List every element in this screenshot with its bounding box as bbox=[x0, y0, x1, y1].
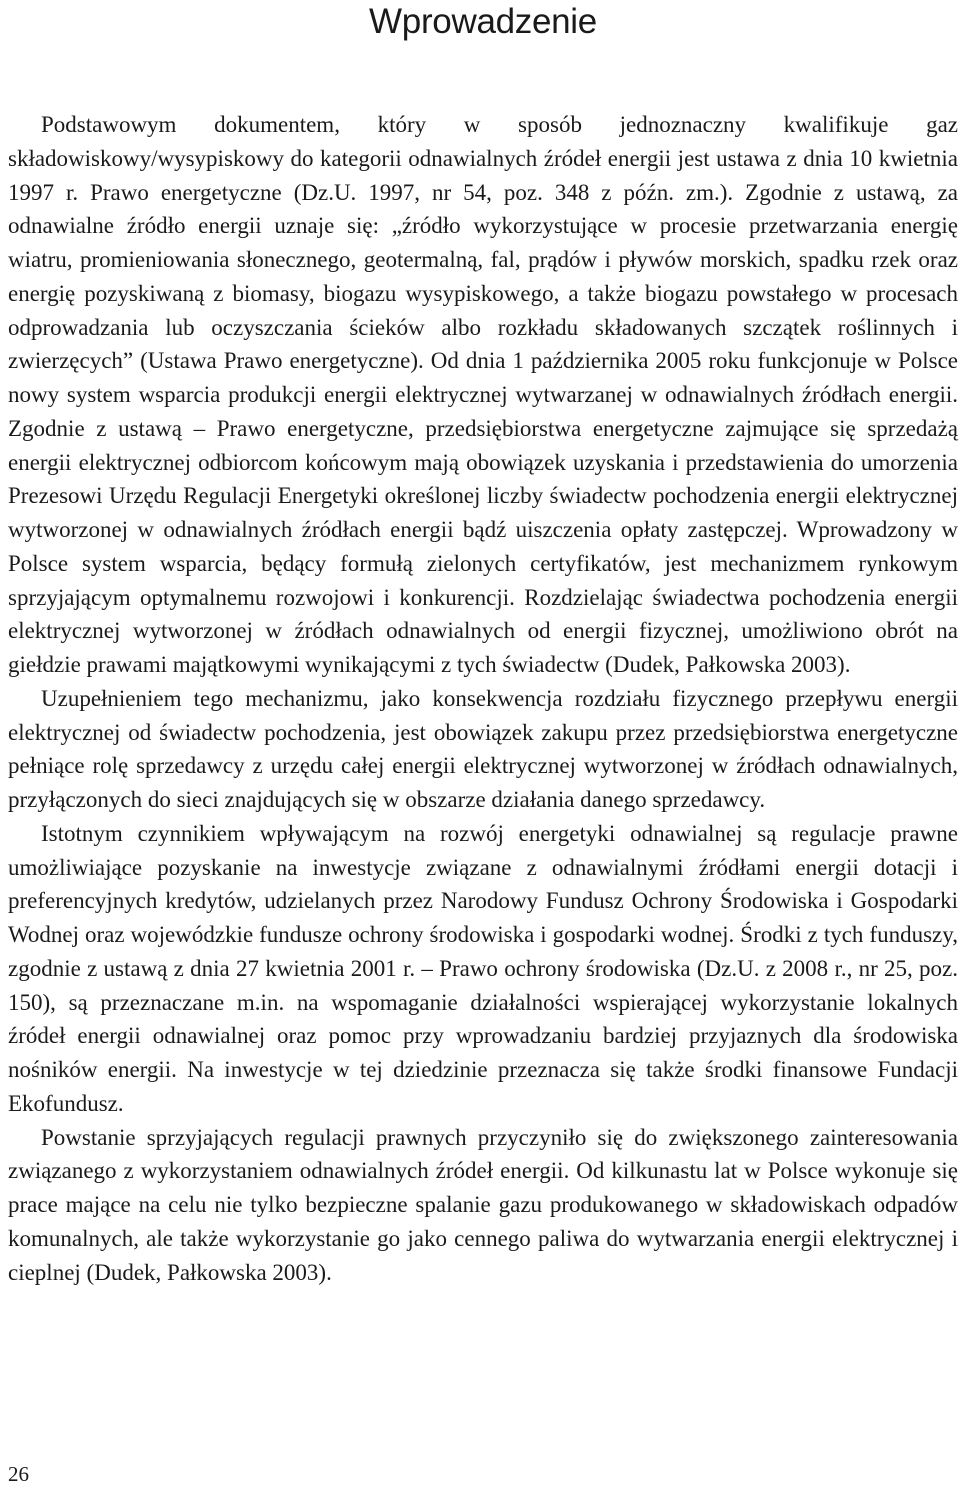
page-title: Wprowadzenie bbox=[369, 2, 597, 41]
paragraph-4: Powstanie sprzyjających regulacji prawnych przyczyniło się do zwiększonego zainteresowania związanego z wykorzystaniem odnawialnych źródeł energii. Od kilkunastu lat w Polsce wykonuje się prace mające na celu nie tylko bezpieczne spalanie gazu produkowanego w składowiskach odpadów komunalnych, ale także wykorzystanie go jako cennego paliwa do wytwarzania energii elektrycznej i cieplnej (Dudek, Pałkowska 2003). bbox=[8, 1124, 958, 1285]
body-text bbox=[8, 108, 958, 1289]
paragraph-3: Istotnym czynnikiem wpływającym na rozwój energetyki odnawialnej są regulacje prawne umożliwiające pozyskanie na inwestycje związane z odnawialnymi źródłami energii dotacji i preferencyjnych kredytów, udzielanych przez Narodowy Fundusz Ochrony Środowiska i Gospodarki Wodnej oraz wojewódzkie fundusze ochrony środowiska i gospodarki wodnej. Środki z tych funduszy, zgodnie z ustawą z dnia 27 kwietnia 2001 r. – Prawo ochrony środowiska (Dz.U. z 2008 r., nr 25, poz. 150), są przeznaczane m.in. na wspomaganie działalności wspierającej wykorzystanie lokalnych źródeł energii odnawialnej oraz pomoc przy wprowadzaniu bardziej przyjaznych dla środowiska nośników energii. Na inwestycje w tej dziedzinie przeznacza się także środki finansowe Fundacji Ekofundusz. bbox=[8, 820, 958, 1116]
paragraph-2: Uzupełnieniem tego mechanizmu, jako konsekwencja rozdziału fizycznego przepływu energii elektrycznej od świadectw pochodzenia, jest obowiązek zakupu przez przedsiębiorstwa energetyczne pełniące rolę sprzedawcy z urzędu całej energii elektrycznej wytworzonej w źródłach odnawialnych, przyłączonych do sieci znajdujących się w obszarze działania danego sprzedawcy. bbox=[8, 685, 958, 812]
page-number: 26 bbox=[8, 1462, 29, 1486]
paragraph-1: Podstawowym dokumentem, który w sposób jednoznaczny kwalifikuje gaz składowiskowy/wysypiskowy do kategorii odnawialnych źródeł energii jest ustawa z dnia 10 kwietnia 1997 r. Prawo energetyczne (Dz.U. 1997, nr 54, poz. 348 z późn. zm.). Zgodnie z ustawą, za odnawialne źródło energii uznaje się: „źródło wykorzystujące w procesie przetwarzania energię wiatru, promieniowania słonecznego, geotermalną, fal, prądów i pływów morskich, spadku rzek oraz energię pozyskiwaną z biomasy, biogazu wysypiskowego, a także biogazu powstałego w procesach odprowadzania lub oczyszczania ścieków albo rozkładu składowanych szczątek roślinnych i zwierzęcych” (Ustawa Prawo energetyczne). Od dnia 1 października 2005 roku funkcjonuje w Polsce nowy system wsparcia produkcji energii elektrycznej wytwarzanej w odnawialnych źródłach energii. Zgodnie z ustawą – Prawo energetyczne, przedsiębiorstwa energetyczne zajmujące się sprzedażą energii elektrycznej odbiorcom końcowym mają obowiązek uzyskania i przedstawienia do umorzenia Prezesowi Urzędu Regulacji Energetyki określonej liczby świadectw pochodzenia energii elektrycznej wytworzonej w odnawialnych źródłach energii bądź uiszczenia opłaty zastępczej. Wprowadzony w Polsce system wsparcia, będący formułą zielonych certyfikatów, jest mechanizmem rynkowym sprzyjającym optymalnemu rozwojowi i konkurencji. Rozdzielając świadectwa pochodzenia energii elektrycznej wytworzonej w źródłach odnawialnych od energii fizycznej, umożliwiono obrót na giełdzie prawami majątkowymi wynikającymi z tych świadectw (Dudek, Pałkowska 2003). bbox=[8, 112, 958, 677]
document-page bbox=[8, 0, 958, 1289]
